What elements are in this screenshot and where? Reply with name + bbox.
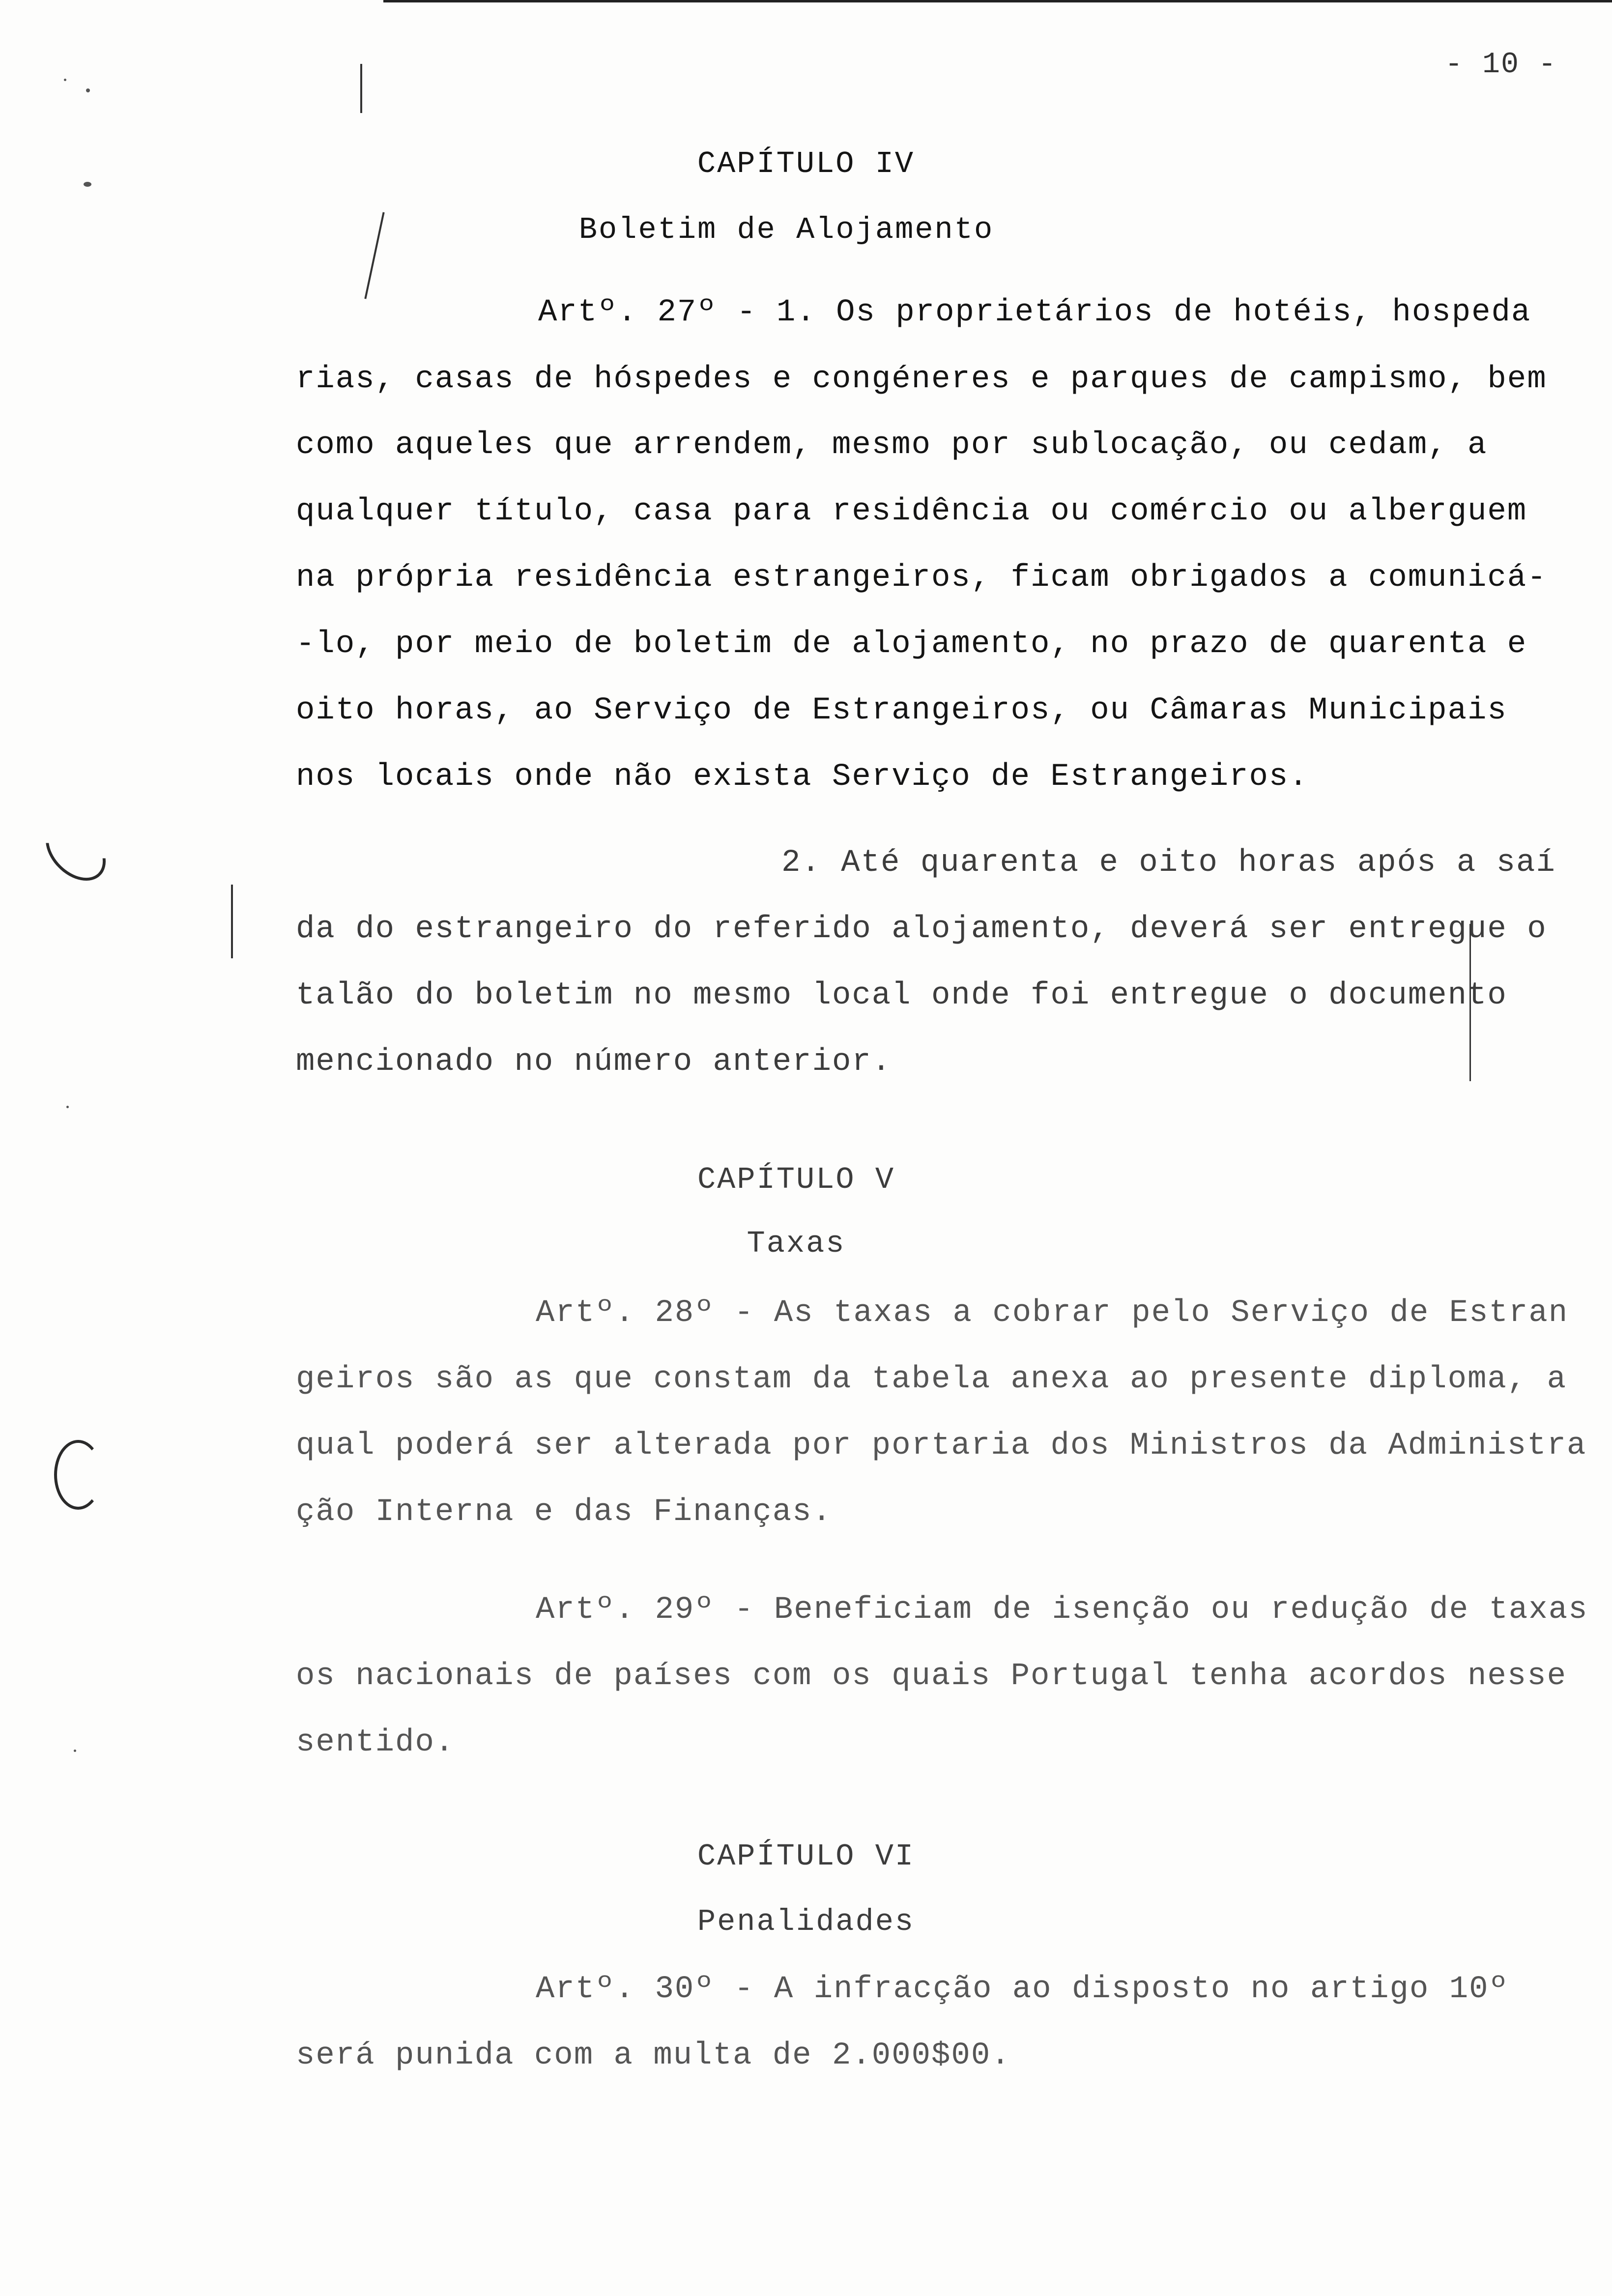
chapter-subtitle: Penalidades (697, 1904, 915, 1939)
paragraph-line: Artº. 29º - Beneficiam de isenção ou redução de taxas (536, 1592, 1588, 1628)
paragraph-line: Artº. 30º - A infracção ao disposto no artigo 10º (536, 1972, 1509, 2007)
margin-speck (84, 182, 91, 187)
paragraph-line: Artº. 28º - As taxas a cobrar pelo Serviço de Estran (536, 1295, 1569, 1331)
margin-stroke (231, 885, 233, 958)
paragraph-line: ção Interna e das Finanças. (296, 1494, 832, 1530)
chapter-title: CAPÍTULO IV (697, 146, 915, 181)
chapter-subtitle: Taxas (747, 1226, 846, 1261)
paragraph-line: oito horas, ao Serviço de Estrangeiros, ou Câmaras Municipais (296, 693, 1507, 728)
paragraph-line: rias, casas de hóspedes e congéneres e parques de campismo, bem (296, 362, 1547, 397)
paragraph-line: qualquer título, casa para residência ou comércio ou alberguem (296, 494, 1527, 529)
page-number: - 10 - (1445, 48, 1557, 82)
top-edge-rule (383, 0, 1612, 2)
paragraph-line: como aqueles que arrendem, mesmo por sublocação, ou cedam, a (296, 428, 1488, 463)
margin-speck (86, 88, 90, 92)
paragraph-line: -lo, por meio de boletim de alojamento, no prazo de quarenta e (296, 627, 1527, 662)
paragraph-line: talão do boletim no mesmo local onde foi entregue o documento (296, 978, 1507, 1013)
chapter-title: CAPÍTULO V (697, 1162, 895, 1197)
paragraph-line: 2. Até quarenta e oito horas após a saí (781, 845, 1556, 881)
paragraph-line: os nacionais de países com os quais Portugal tenha acordos nesse (296, 1659, 1567, 1694)
chapter-subtitle: Boletim de Alojamento (578, 212, 994, 247)
paragraph-line: Artº. 27º - 1. Os proprietários de hotéis, hospeda (538, 295, 1531, 330)
chapter-title: CAPÍTULO VI (697, 1839, 915, 1874)
paragraph-line: da do estrangeiro do referido alojamento, deverá ser entregue o (296, 912, 1547, 947)
margin-speck (66, 1106, 69, 1108)
paragraph-line: qual poderá ser alterada por portaria dos Ministros da Administra (296, 1428, 1587, 1464)
paragraph-line: mencionado no número anterior. (296, 1044, 892, 1080)
margin-speck (74, 1750, 76, 1752)
paragraph-line: nos locais onde não exista Serviço de Estrangeiros. (296, 759, 1309, 795)
paragraph-line: na própria residência estrangeiros, ficam obrigados a comunicá- (296, 560, 1547, 596)
margin-stroke (360, 64, 362, 113)
paragraph-line: geiros são as que constam da tabela anexa ao presente diploma, a (296, 1362, 1567, 1397)
punch-hole-mark (54, 1440, 102, 1510)
paragraph-line: será punida com a multa de 2.000$00. (296, 2038, 1011, 2073)
margin-speck (64, 79, 66, 81)
punch-hole-mark (34, 809, 117, 892)
paragraph-line: sentido. (296, 1725, 455, 1760)
